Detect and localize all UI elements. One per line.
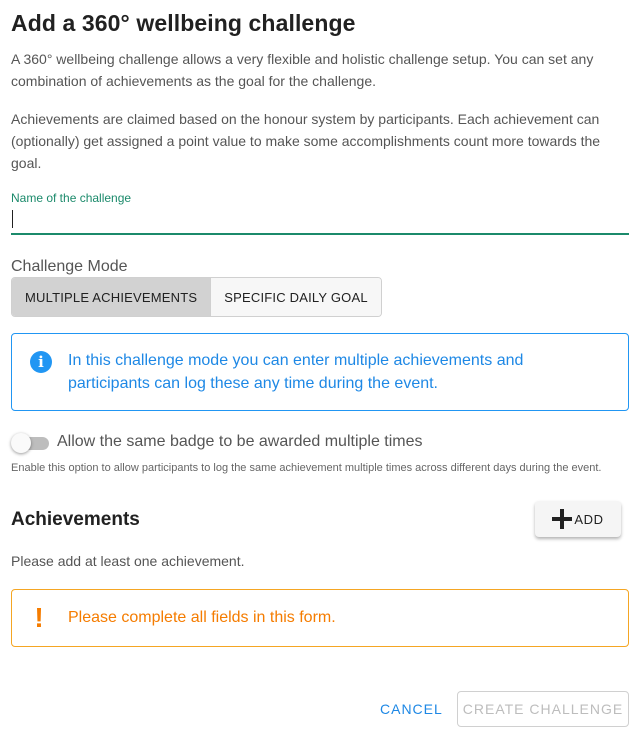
text-caret: [12, 210, 13, 228]
intro-paragraph: A 360° wellbeing challenge allows a very flexible and holistic challenge setup. You can set any combination of achievements as the goal for the challenge.: [11, 51, 594, 89]
honour-system-paragraph: Achievements are claimed based on the honour system by participants. Each achievement can (optionally) get assigned a point value to make some accomplishments count more towards the goal.: [11, 111, 601, 171]
add-button-label: ADD: [574, 511, 604, 527]
create-challenge-button[interactable]: CREATE CHALLENGE: [457, 691, 629, 727]
challenge-name-label: Name of the challenge: [11, 191, 132, 205]
info-icon: i: [30, 351, 52, 373]
exclamation-icon: !: [34, 602, 44, 633]
form-warning-text: Please complete all fields in this form.: [68, 609, 336, 626]
allow-same-badge-label[interactable]: Allow the same badge to be awarded multiple times: [57, 433, 423, 450]
challenge-mode-toggle: [11, 277, 382, 317]
allow-same-badge-helper-text: Enable this option to allow participants to log the same achievement multiple times across different days during the event.: [11, 462, 602, 474]
add-achievement-button[interactable]: [535, 501, 621, 537]
challenge-name-input[interactable]: [11, 205, 629, 235]
form-warning-alert: [11, 589, 629, 647]
achievements-hint: Please add at least one achievement.: [11, 553, 245, 569]
achievements-heading: Achievements: [11, 509, 140, 530]
plus-icon: [552, 509, 572, 529]
mode-info-text: In this challenge mode you can enter multiple achievements and participants can log these any time during the event.: [68, 352, 524, 392]
cancel-button[interactable]: CANCEL: [372, 691, 451, 727]
challenge-mode-label: Challenge Mode: [11, 258, 128, 275]
switch-thumb: [11, 433, 31, 453]
mode-info-alert: [11, 333, 629, 411]
mode-multiple-achievements-button[interactable]: MULTIPLE ACHIEVEMENTS: [12, 278, 210, 316]
mode-specific-daily-goal-button[interactable]: SPECIFIC DAILY GOAL: [210, 278, 380, 316]
page-title: Add a 360° wellbeing challenge: [11, 10, 356, 36]
allow-same-badge-switch[interactable]: [11, 433, 49, 453]
